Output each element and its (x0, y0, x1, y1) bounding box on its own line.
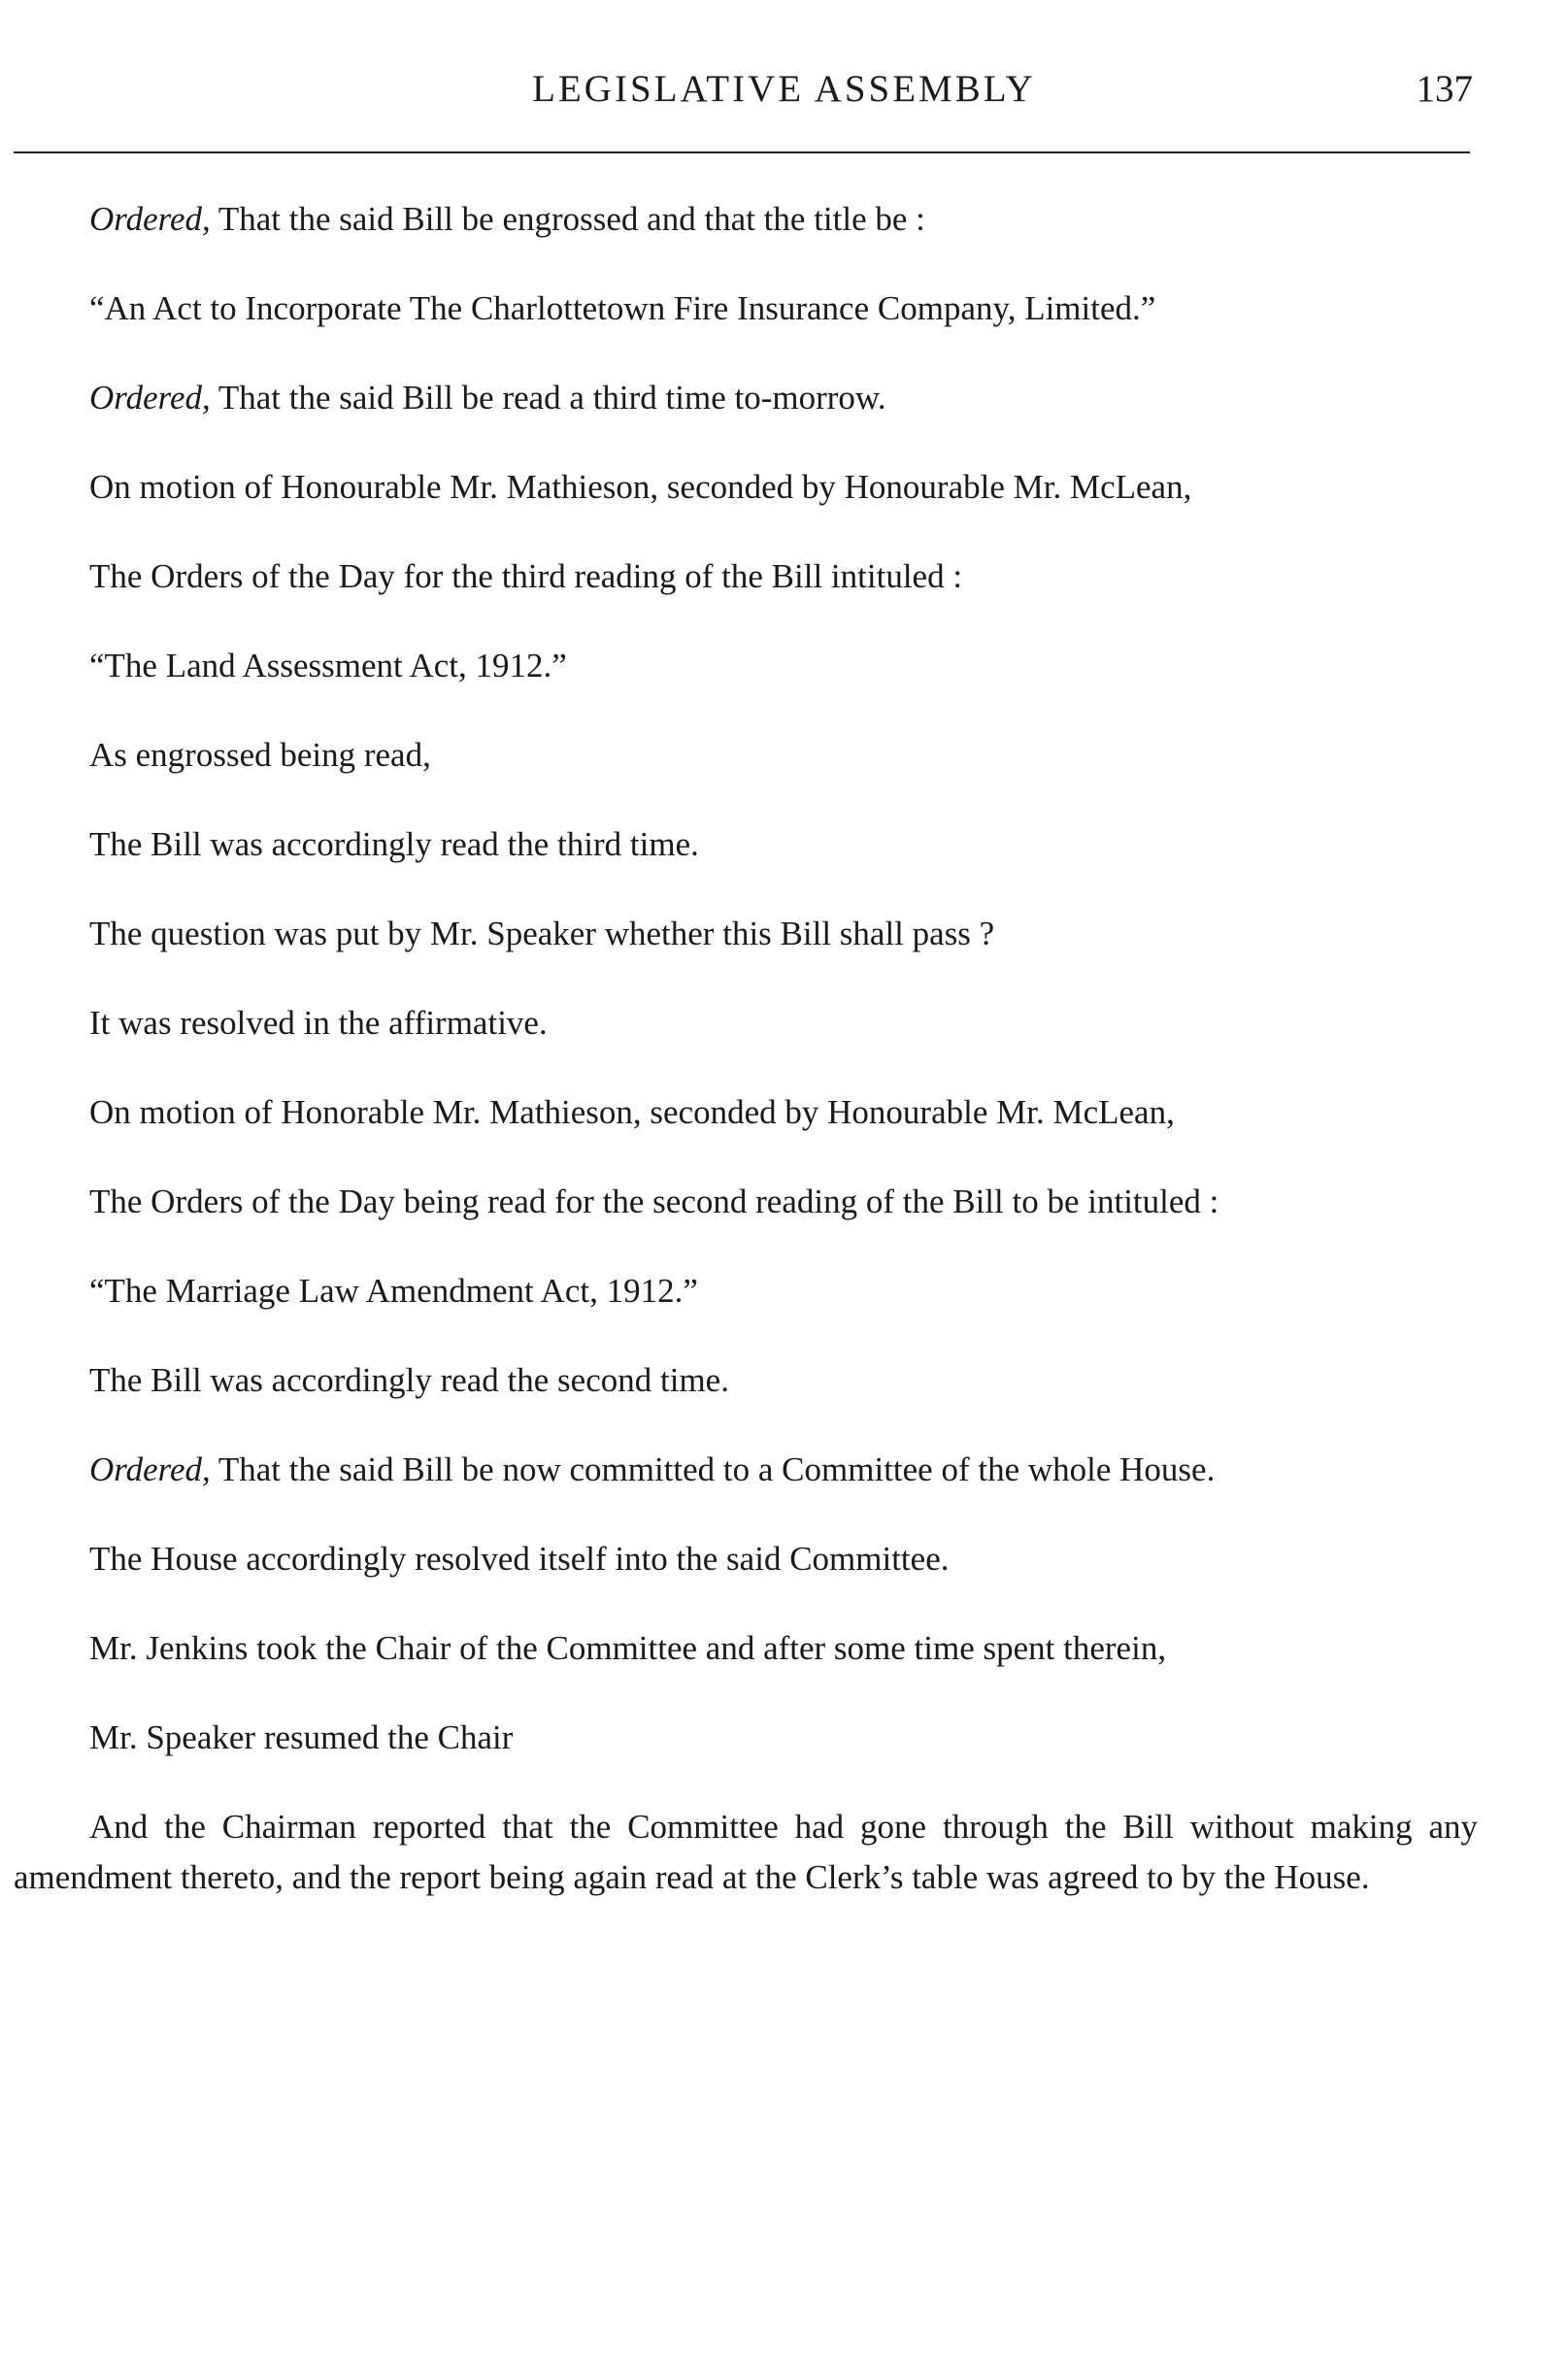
paragraph (14, 730, 1478, 781)
paragraph (14, 462, 1478, 513)
paragraph-text: That the said Bill be engrossed and that the title be : (210, 200, 925, 238)
paragraph-text: The Bill was accordingly read the third time. (89, 825, 699, 863)
paragraph-lead: Ordered, (89, 1450, 211, 1488)
paragraph-text: Mr. Speaker resumed the Chair (89, 1718, 514, 1756)
paragraph-text: Mr. Jenkins took the Chair of the Committee and after some time spent therein, (89, 1629, 1167, 1667)
header-rule (14, 151, 1470, 153)
paragraph (14, 1445, 1478, 1495)
paragraph-text: That the said Bill be now committed to a Committee of the whole House. (210, 1450, 1216, 1488)
paragraph-text: On motion of Honorable Mr. Mathieson, seconded by Honourable Mr. McLean, (89, 1093, 1175, 1131)
paragraph-text: The Orders of the Day for the third reading of the Bill intituled : (89, 557, 963, 595)
paragraph-lead: Ordered, (89, 379, 211, 417)
paragraph-lead: Ordered, (89, 200, 211, 238)
paragraph-text: On motion of Honourable Mr. Mathieson, seconded by Honourable Mr. McLean, (89, 468, 1192, 506)
paragraph-text: The question was put by Mr. Speaker whether this Bill shall pass ? (89, 915, 995, 952)
paragraph (14, 1534, 1478, 1584)
paragraph-text: The House accordingly resolved itself into the said Committee. (89, 1540, 950, 1578)
paragraph-text: The Orders of the Day being read for the second reading of the Bill to be intituled : (89, 1183, 1219, 1220)
paragraph-text: It was resolved in the affirmative. (89, 1004, 548, 1042)
paragraph (14, 551, 1478, 602)
paragraph (14, 1713, 1478, 1763)
paragraph (14, 1266, 1478, 1316)
paragraph (14, 641, 1478, 691)
paragraph (14, 819, 1478, 870)
paragraph (14, 1355, 1478, 1406)
paragraph (14, 998, 1478, 1049)
paragraph (14, 1802, 1478, 1903)
paragraph (14, 1087, 1478, 1138)
paragraph (14, 1623, 1478, 1674)
paragraph (14, 283, 1478, 334)
paragraph (14, 373, 1478, 423)
paragraph (14, 1177, 1478, 1227)
running-title: LEGISLATIVE ASSEMBLY (532, 68, 1036, 110)
paragraph-text: “The Marriage Law Amendment Act, 1912.” (89, 1272, 698, 1310)
paragraph-text: “The Land Assessment Act, 1912.” (89, 647, 567, 684)
paragraph-text: The Bill was accordingly read the second time. (89, 1361, 729, 1399)
page-header (0, 0, 1568, 126)
paragraph-text: That the said Bill be read a third time to-morrow. (210, 379, 886, 417)
paragraph-text: “An Act to Incorporate The Charlottetown Fire Insurance Company, Limited.” (89, 289, 1156, 327)
paragraph (14, 194, 1478, 245)
paragraph-text: As engrossed being read, (89, 736, 431, 774)
paragraph-text: And the Chairman reported that the Committee had gone through the Bill without making any amendment thereto, and the report being again read at the Clerk’s table was agreed to by the House. (14, 1808, 1478, 1896)
page-number: 137 (1416, 68, 1473, 110)
paragraph (14, 909, 1478, 959)
document-body (14, 194, 1478, 1942)
